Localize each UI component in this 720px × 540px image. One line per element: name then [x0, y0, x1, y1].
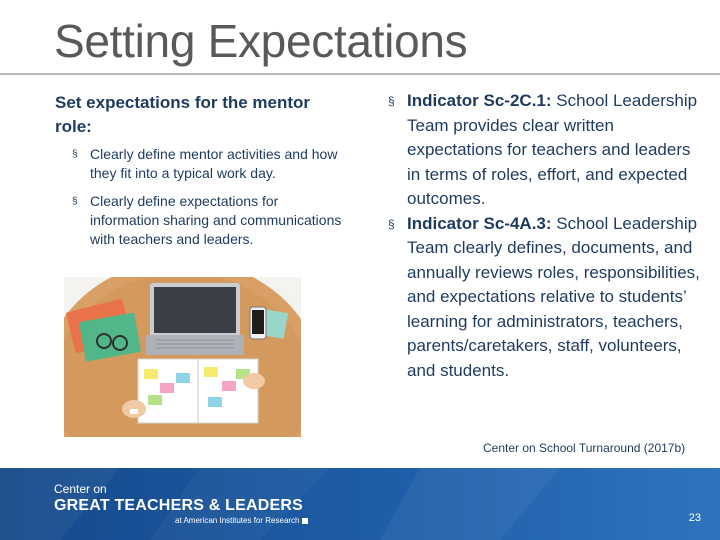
indicator-text: School Leadership Team clearly defines, documents, and annually reviews roles, responsibilities, and expectations relative to students’ learning for administrators, teachers, parents/caretakers, staff, volunteers, and students.	[407, 213, 700, 380]
bullet-icon: §	[388, 94, 395, 108]
indicator-item	[388, 212, 708, 384]
indicator-label: Indicator Sc-2C.1:	[407, 91, 552, 110]
left-bullet-text: Clearly define mentor activities and how they fit into a typical work day.	[90, 146, 338, 181]
page-number: 23	[688, 512, 701, 524]
bullet-icon: §	[72, 196, 78, 207]
citation: Center on School Turnaround (2017b)	[483, 441, 686, 455]
indicator-list	[388, 89, 708, 383]
footer-banner	[0, 468, 720, 540]
title-divider	[0, 73, 720, 75]
left-bullet-item	[72, 145, 347, 183]
indicator-label: Indicator Sc-4A.3:	[407, 213, 552, 233]
indicator-item	[388, 89, 708, 212]
org-name-line3	[175, 516, 308, 525]
indicator-text: School Leadership Team provides clear written expectations for teachers and leaders in terms of roles, effort, and expected outcomes.	[407, 91, 698, 208]
bullet-icon: §	[388, 216, 395, 231]
org-affiliation: at American Institutes for Research	[175, 516, 300, 525]
slide-title: Setting Expectations	[54, 15, 468, 67]
left-bullet-item	[72, 192, 347, 249]
desk-photo	[64, 277, 301, 437]
left-heading: Set expectations for the mentor role:	[55, 93, 311, 136]
org-name-line2: GREAT TEACHERS & LEADERS	[54, 497, 303, 514]
bullet-icon: §	[72, 149, 78, 160]
org-name-line1: Center on	[54, 482, 107, 496]
left-bullet-text: Clearly define expectations for information sharing and communications with teachers and leaders.	[90, 193, 342, 247]
desk-photo-illustration	[64, 277, 301, 437]
logo-square-icon	[302, 518, 308, 524]
left-bullet-list	[72, 145, 347, 258]
